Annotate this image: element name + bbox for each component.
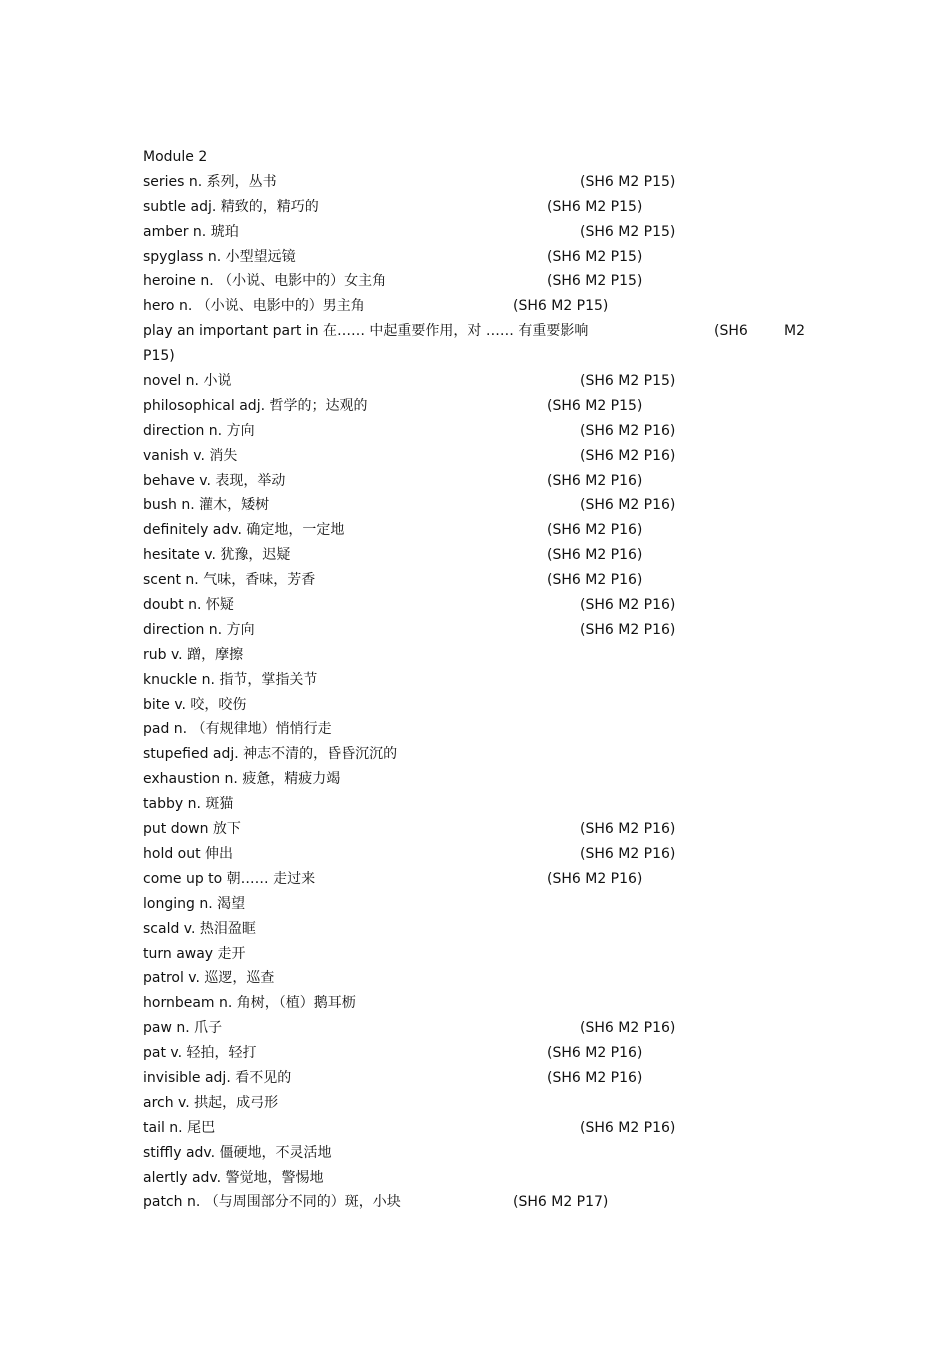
vocab-entry-reference: (SH6 M2 P15)	[547, 198, 643, 215]
vocab-entry	[143, 991, 813, 1016]
vocab-entry-text: patrol v. 巡逻，巡查	[143, 970, 275, 987]
vocab-entry-text: doubt n. 怀疑	[143, 597, 234, 614]
vocab-entry-text: longing n. 渴望	[143, 895, 246, 912]
vocab-entry-text: P15)	[143, 348, 175, 365]
vocab-entry-text: novel n. 小说	[143, 373, 232, 390]
vocab-entry	[143, 1116, 813, 1141]
vocab-entry	[143, 942, 813, 967]
vocab-entry	[143, 792, 813, 817]
vocab-entry-reference: (SH6 M2 P16)	[547, 870, 643, 887]
vocab-entry	[143, 518, 813, 543]
vocab-entry	[143, 1190, 813, 1215]
vocab-entry-text: amber n. 琥珀	[143, 223, 239, 240]
vocab-entry	[143, 245, 813, 270]
vocab-entry-reference: (SH6 M2 P16)	[580, 597, 676, 614]
vocab-entry-reference: (SH6 M2 P15)	[580, 173, 676, 190]
vocab-entry-reference: (SH6 M2 P16)	[547, 1045, 643, 1062]
vocab-entry	[143, 1141, 813, 1166]
vocab-entry-text: behave v. 表现，举动	[143, 472, 286, 489]
vocab-entry	[143, 269, 813, 294]
vocab-entry-reference: (SH6 M2 P16)	[547, 572, 643, 589]
vocab-entry	[143, 1091, 813, 1116]
vocab-entry-text: hold out 伸出	[143, 845, 234, 862]
vocab-entry	[143, 767, 813, 792]
vocab-entry-text: scent n. 气味，香味，芳香	[143, 572, 316, 589]
vocab-entry-text: pad n. （有规律地）悄悄行走	[143, 721, 332, 738]
vocab-entry	[143, 1016, 813, 1041]
vocab-entry-reference: (SH6 M2 P16)	[580, 422, 676, 439]
vocab-entry	[143, 643, 813, 668]
vocab-entry-text: rub v. 蹭，摩擦	[143, 646, 244, 663]
vocab-entry-text: stupefied adj. 神志不清的，昏昏沉沉的	[143, 746, 398, 763]
vocab-entry-reference: (SH6 M2 P17)	[513, 1194, 609, 1211]
vocab-entry-reference: (SH6 M2 P15)	[513, 298, 609, 315]
vocab-entry-text: definitely adv. 确定地，一定地	[143, 522, 345, 539]
vocab-entry	[143, 568, 813, 593]
vocab-entry-reference: (SH6 M2 P15)	[547, 248, 643, 265]
vocab-entry	[143, 693, 813, 718]
vocab-entry	[143, 319, 813, 344]
vocab-entry	[143, 1041, 813, 1066]
vocab-entry	[143, 369, 813, 394]
module-title-row	[143, 145, 813, 170]
vocab-entry-text: series n. 系列，丛书	[143, 173, 277, 190]
vocab-entry-reference: (SH6 M2 P16)	[580, 1020, 676, 1037]
vocab-entry-text: spyglass n. 小型望远镜	[143, 248, 296, 265]
vocab-entry	[143, 817, 813, 842]
vocab-entry-text: hesitate v. 犹豫，迟疑	[143, 547, 291, 564]
vocab-entry	[143, 195, 813, 220]
vocab-entry	[143, 469, 813, 494]
vocab-entry	[143, 1166, 813, 1191]
vocab-entry	[143, 543, 813, 568]
vocab-entry-reference: (SH6 M2 P15)	[547, 273, 643, 290]
vocab-entry-text: play an important part in 在…… 中起重要作用，对 …… 有重要影响	[143, 323, 589, 340]
vocab-entry	[143, 966, 813, 991]
vocab-entry-text: tabby n. 斑猫	[143, 796, 234, 813]
vocab-entry	[143, 867, 813, 892]
vocab-entry-reference: (SH6 M2 P16)	[580, 1119, 676, 1136]
vocab-entry-reference: (SH6 M2 P16)	[547, 472, 643, 489]
vocab-entry-text: vanish v. 消失	[143, 447, 238, 464]
vocab-entry	[143, 220, 813, 245]
vocab-entry-text: paw n. 爪子	[143, 1020, 223, 1037]
vocab-entry	[143, 444, 813, 469]
vocab-entry	[143, 892, 813, 917]
vocab-entry	[143, 717, 813, 742]
vocab-entry-text: scald v. 热泪盈眶	[143, 920, 256, 937]
vocab-entry-text: arch v. 拱起，成弓形	[143, 1094, 279, 1111]
vocab-entry-text: hornbeam n. 角树，（植）鹅耳枥	[143, 995, 356, 1012]
vocabulary-list	[143, 145, 813, 1215]
vocab-entry	[143, 593, 813, 618]
vocab-entry-text: direction n. 方向	[143, 621, 255, 638]
vocab-entry-text: subtle adj. 精致的，精巧的	[143, 198, 319, 215]
vocab-entry-reference: (SH6 M2 P16)	[580, 621, 676, 638]
vocab-entry-reference: (SH6 M2 P15)	[580, 223, 676, 240]
vocab-entry	[143, 917, 813, 942]
vocab-entry-reference: (SH6 M2 P16)	[580, 845, 676, 862]
vocab-entry-reference-part: (SH6	[714, 323, 748, 340]
vocab-entry-reference-part: M2	[784, 323, 805, 340]
vocab-entry	[143, 1066, 813, 1091]
vocab-entry-text: come up to 朝…… 走过来	[143, 870, 316, 887]
vocab-entry	[143, 419, 813, 444]
vocab-entry-text: put down 放下	[143, 821, 241, 838]
vocab-entry-text: knuckle n. 指节，掌指关节	[143, 671, 318, 688]
vocab-entry-text: tail n. 尾巴	[143, 1119, 216, 1136]
vocab-entry-reference: (SH6 M2 P16)	[547, 522, 643, 539]
vocab-entry	[143, 294, 813, 319]
vocab-entry	[143, 344, 813, 369]
vocab-entry-text: alertly adv. 警觉地，警惕地	[143, 1169, 324, 1186]
vocab-entry	[143, 842, 813, 867]
vocab-entry-reference: (SH6 M2 P16)	[580, 447, 676, 464]
vocab-entry	[143, 618, 813, 643]
vocab-entry	[143, 493, 813, 518]
vocab-entry-text: bush n. 灌木，矮树	[143, 497, 270, 514]
vocab-entry	[143, 394, 813, 419]
vocab-entry-text: heroine n. （小说、电影中的）女主角	[143, 273, 387, 290]
vocab-entry-text: bite v. 咬，咬伤	[143, 696, 247, 713]
vocab-entry-text: exhaustion n. 疲惫，精疲力竭	[143, 771, 341, 788]
vocab-entry-text: stiffly adv. 僵硬地，不灵活地	[143, 1144, 332, 1161]
vocab-entry	[143, 170, 813, 195]
vocab-entry-reference: (SH6 M2 P16)	[547, 547, 643, 564]
vocab-entry-text: invisible adj. 看不见的	[143, 1069, 292, 1086]
vocab-entry-text: direction n. 方向	[143, 422, 255, 439]
vocab-entry-text: hero n. （小说、电影中的）男主角	[143, 298, 365, 315]
vocab-entry-reference: (SH6 M2 P16)	[547, 1069, 643, 1086]
vocab-entry-text: patch n. （与周围部分不同的）斑，小块	[143, 1194, 401, 1211]
vocab-entry-reference: (SH6 M2 P15)	[580, 373, 676, 390]
vocab-entry-text: philosophical adj. 哲学的；达观的	[143, 397, 368, 414]
vocab-entry	[143, 668, 813, 693]
vocab-entry-text: turn away 走开	[143, 945, 246, 962]
vocab-entry	[143, 742, 813, 767]
vocab-entry-reference: (SH6 M2 P16)	[580, 497, 676, 514]
vocab-entry-text: pat v. 轻拍，轻打	[143, 1045, 257, 1062]
module-title: Module 2	[143, 149, 208, 165]
vocab-entry-reference: (SH6 M2 P16)	[580, 821, 676, 838]
vocab-entry-reference: (SH6 M2 P15)	[547, 397, 643, 414]
